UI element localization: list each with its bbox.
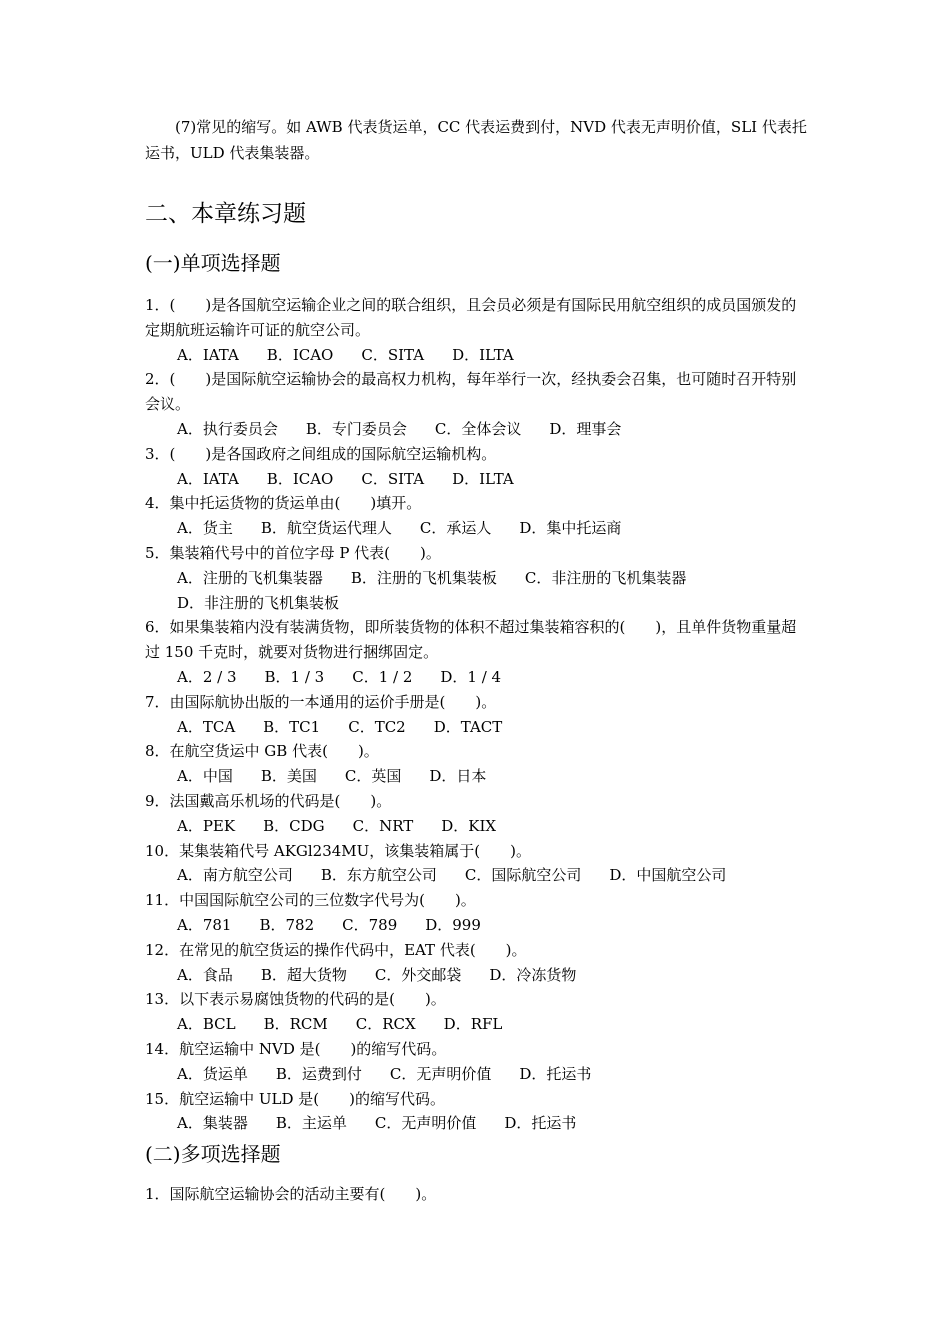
answer-option: C．全体会议 — [434, 419, 522, 438]
question-stem: 6．如果集装箱内没有装满货物，即所装货物的体积不超过集装箱容积的( )，且单件货物重量超过 150 千克时，就要对货物进行捆绑固定。 — [145, 618, 797, 662]
answer-option: D．非注册的飞机集装板 — [177, 593, 340, 612]
answer-option: C．1 / 2 — [352, 667, 413, 686]
answer-option: C．外交邮袋 — [374, 965, 462, 984]
option-row — [145, 814, 810, 839]
answer-option: C．SITA — [361, 469, 425, 488]
question-stem: 12．在常见的航空货运的操作代码中，EAT 代表( )。 — [145, 940, 527, 959]
answer-option: B．主运单 — [275, 1114, 347, 1133]
option-row — [145, 665, 810, 690]
answer-option: D．TACT — [433, 717, 503, 736]
answer-option: B．东方航空公司 — [320, 866, 437, 885]
answer-option: D．理事会 — [549, 419, 622, 438]
option-row — [145, 1012, 810, 1037]
option-row — [145, 963, 810, 988]
answer-option: D．1 / 4 — [440, 667, 502, 686]
question-stem: 15．航空运输中 ULD 是( )的缩写代码。 — [145, 1089, 445, 1108]
answer-option: B．美国 — [260, 767, 317, 786]
answer-option: A．PEK — [177, 816, 236, 835]
question-stem: 14．航空运输中 NVD 是( )的缩写代码。 — [145, 1039, 447, 1058]
option-row — [145, 764, 810, 789]
answer-option: D．999 — [425, 915, 481, 934]
option-row — [145, 467, 810, 492]
option-row — [145, 715, 810, 740]
answer-option: D．ILTA — [452, 345, 514, 364]
answer-option: A．食品 — [177, 965, 233, 984]
option-row — [145, 566, 810, 591]
question-stem: 5．集装箱代号中的首位字母 P 代表( )。 — [145, 543, 441, 562]
answer-option: C．承运人 — [419, 519, 492, 538]
option-row — [145, 343, 810, 368]
answer-option: A．IATA — [177, 345, 239, 364]
answer-option: A．2 / 3 — [177, 667, 237, 686]
answer-option: B．1 / 3 — [264, 667, 325, 686]
answer-option: C．非注册的飞机集装器 — [524, 568, 687, 587]
answer-option: D．集中托运商 — [519, 519, 622, 538]
single-choice-list — [145, 293, 810, 1136]
answer-option: A．IATA — [177, 469, 239, 488]
answer-option: D．KIX — [441, 816, 497, 835]
answer-option: B．ICAO — [266, 345, 334, 364]
answer-option: B．专门委员会 — [305, 419, 407, 438]
answer-option: B．超大货物 — [260, 965, 347, 984]
answer-option: C．无声明价值 — [374, 1114, 477, 1133]
answer-option: B．航空货运代理人 — [260, 519, 392, 538]
document-page — [145, 114, 810, 1207]
answer-option: C．789 — [342, 915, 398, 934]
question-stem: 1．( )是各国航空运输企业之间的联合组织，且会员必须是有国际民用航空组织的成员国颁发的定期航班运输许可证的航空公司。 — [145, 296, 797, 339]
question-stem: 3．( )是各国政府之间组成的国际航空运输机构。 — [145, 444, 497, 463]
answer-option: A．注册的飞机集装器 — [177, 568, 323, 587]
option-row — [145, 516, 810, 541]
answer-option: D．ILTA — [452, 469, 514, 488]
multi-choice-list — [145, 1182, 810, 1207]
answer-option: A．TCA — [177, 717, 236, 736]
answer-option: C．NRT — [352, 816, 414, 835]
question-stem: 10．某集装箱代号 AKGl234MU，该集装箱属于( )。 — [145, 841, 532, 860]
section-title: 二、本章练习题 — [145, 201, 306, 227]
answer-option: A．南方航空公司 — [177, 866, 293, 885]
answer-option: A．货主 — [177, 519, 233, 538]
answer-option: C．SITA — [361, 345, 425, 364]
answer-option: B．ICAO — [266, 469, 334, 488]
answer-option: D．RFL — [443, 1015, 503, 1034]
option-row — [145, 863, 810, 888]
question-stem: 1．国际航空运输协会的活动主要有( )。 — [145, 1185, 437, 1204]
option-row — [145, 417, 810, 442]
answer-option: C．英国 — [344, 767, 402, 786]
answer-option: D．日本 — [429, 767, 487, 786]
answer-option: D．中国航空公司 — [609, 866, 727, 885]
answer-option: C．无声明价值 — [389, 1064, 492, 1083]
answer-option: B．注册的飞机集装板 — [350, 568, 497, 587]
answer-option: B．782 — [259, 915, 315, 934]
answer-option: D．托运书 — [519, 1064, 592, 1083]
option-row — [145, 1111, 810, 1136]
answer-option: B．CDG — [263, 816, 325, 835]
answer-option: A．781 — [177, 915, 232, 934]
answer-option: B．TC1 — [263, 717, 321, 736]
answer-option: A．集装器 — [177, 1114, 248, 1133]
multi-choice-title: (二)多项选择题 — [145, 1142, 281, 1167]
question-stem: 13．以下表示易腐蚀货物的代码的是( )。 — [145, 990, 446, 1009]
intro-paragraph: (7)常见的缩写。如 AWB 代表货运单，CC 代表运费到付，NVD 代表无声明价值，SLI 代表托运书，ULD 代表集装器。 — [145, 118, 807, 162]
question-stem: 4．集中托运货物的货运单由( )填开。 — [145, 494, 422, 513]
answer-option: D．冷冻货物 — [489, 965, 577, 984]
answer-option: A．执行委员会 — [177, 419, 278, 438]
answer-option: C．TC2 — [348, 717, 406, 736]
question-stem: 9．法国戴高乐机场的代码是( )。 — [145, 791, 392, 810]
answer-option: B．运费到付 — [275, 1064, 362, 1083]
answer-option: B．RCM — [263, 1015, 328, 1034]
answer-option: C．国际航空公司 — [464, 866, 582, 885]
question-stem: 7．由国际航协出版的一本通用的运价手册是( )。 — [145, 692, 497, 711]
answer-option: C．RCX — [355, 1015, 416, 1034]
option-row — [145, 913, 810, 938]
answer-option: D．托运书 — [504, 1114, 577, 1133]
answer-option: A．货运单 — [177, 1064, 248, 1083]
single-choice-title: (一)单项选择题 — [145, 251, 281, 275]
question-stem: 11．中国国际航空公司的三位数字代号为( )。 — [145, 891, 476, 910]
option-row — [145, 591, 810, 616]
answer-option: A．中国 — [177, 767, 233, 786]
answer-option: A．BCL — [177, 1015, 236, 1034]
option-row — [145, 1062, 810, 1087]
question-stem: 2．( )是国际航空运输协会的最高权力机构，每年举行一次，经执委会召集，也可随时召开特别会议。 — [145, 370, 797, 414]
question-stem: 8．在航空货运中 GB 代表( )。 — [145, 742, 379, 761]
